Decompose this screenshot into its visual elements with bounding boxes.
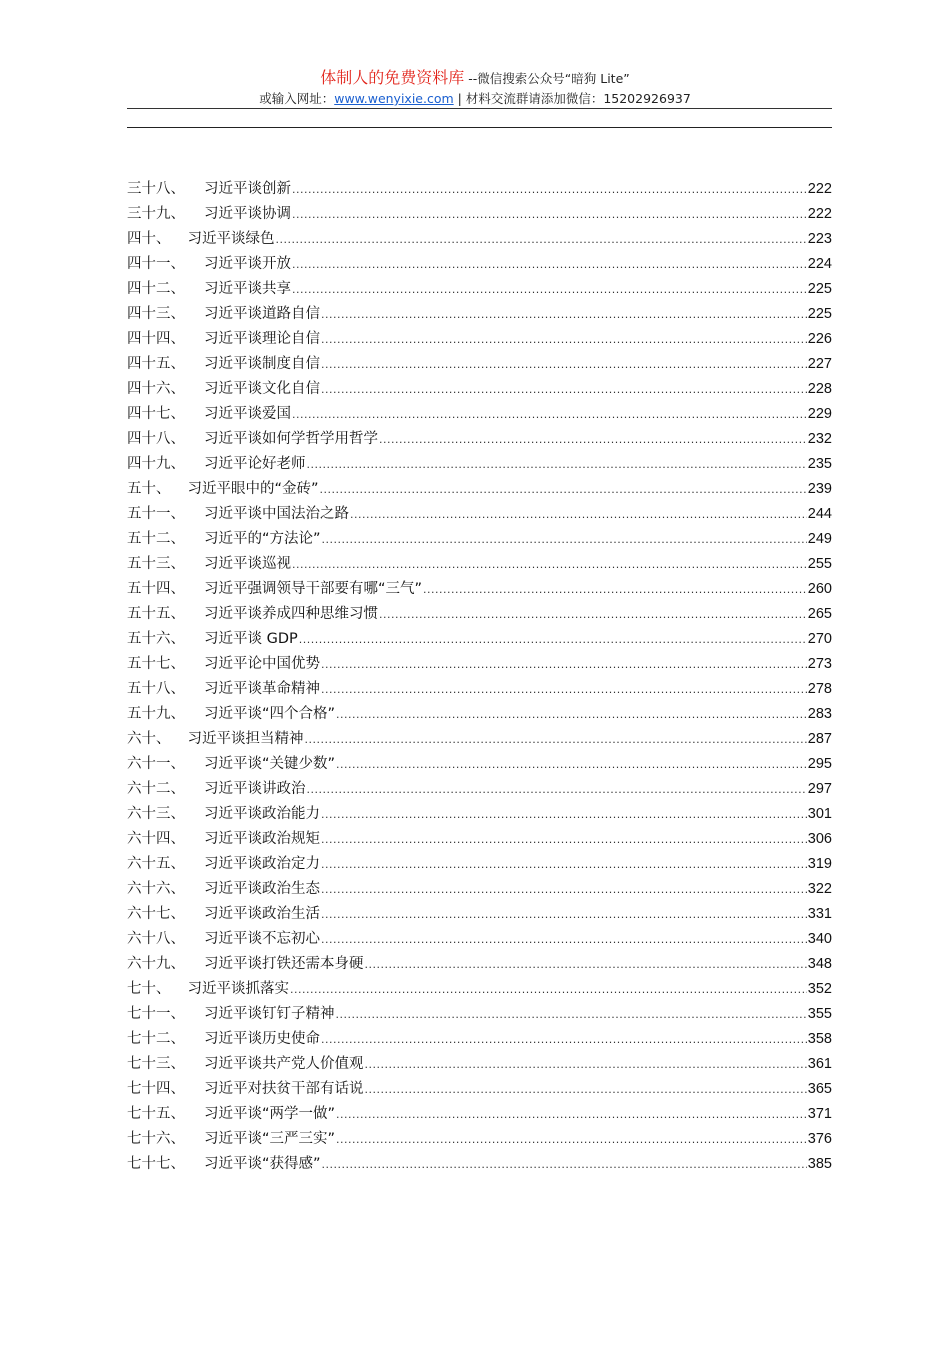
toc-entry-number: 五十四、	[127, 581, 185, 597]
toc-entry-number: 六十二、	[127, 781, 185, 797]
toc-entry-page: 283	[807, 706, 832, 722]
toc-entry-title: 习近平的“方法论”	[204, 531, 321, 547]
toc-entry-title: 习近平论中国优势	[204, 656, 320, 672]
toc-dot-leader	[321, 802, 807, 827]
toc-dot-leader	[336, 702, 807, 727]
toc-entry-number: 三十八、	[127, 181, 185, 197]
toc-entry-title: 习近平强调领导干部要有哪“三气”	[204, 581, 423, 597]
toc-entry-title: 习近平论好老师	[204, 456, 306, 472]
toc-entry-title: 习近平谈中国法治之路	[204, 506, 349, 522]
toc-entry-page: 225	[807, 281, 832, 297]
toc-entry[interactable]	[127, 327, 832, 352]
toc-entry-page: 273	[807, 656, 832, 672]
toc-entry[interactable]	[127, 602, 832, 627]
toc-dot-leader	[321, 302, 807, 327]
header-tagline: --微信搜索公众号“暗狗 Lite”	[464, 71, 630, 86]
toc-entry[interactable]	[127, 977, 832, 1002]
toc-entry-number: 五十九、	[127, 706, 185, 722]
toc-entry-page: 232	[807, 431, 832, 447]
toc-entry-number: 四十三、	[127, 306, 185, 322]
toc-dot-leader	[292, 202, 807, 227]
toc-entry[interactable]	[127, 227, 832, 252]
toc-dot-leader	[423, 577, 807, 602]
toc-entry-page: 361	[807, 1056, 832, 1072]
toc-entry-title: 习近平谈共享	[204, 281, 291, 297]
toc-entry-number: 七十一、	[127, 1006, 185, 1022]
toc-entry-page: 297	[807, 781, 832, 797]
toc-entry[interactable]	[127, 777, 832, 802]
toc-dot-leader	[321, 327, 807, 352]
toc-entry-page: 355	[807, 1006, 832, 1022]
toc-entry[interactable]	[127, 552, 832, 577]
toc-entry-number: 四十七、	[127, 406, 185, 422]
toc-dot-leader	[321, 827, 807, 852]
toc-entry[interactable]	[127, 1127, 832, 1152]
toc-entry-number: 五十二、	[127, 531, 185, 547]
toc-entry[interactable]	[127, 652, 832, 677]
toc-dot-leader	[379, 602, 807, 627]
toc-dot-leader	[321, 877, 807, 902]
toc-entry-title: 习近平谈制度自信	[204, 356, 320, 372]
toc-entry-number: 六十、	[127, 731, 171, 747]
toc-entry[interactable]	[127, 277, 832, 302]
toc-dot-leader	[321, 852, 807, 877]
toc-entry-title: 习近平谈政治能力	[204, 806, 320, 822]
toc-entry-page: 225	[807, 306, 832, 322]
toc-entry[interactable]	[127, 702, 832, 727]
toc-dot-leader	[276, 227, 807, 252]
toc-entry-number: 七十七、	[127, 1156, 185, 1172]
toc-entry-number: 五十八、	[127, 681, 185, 697]
toc-entry-number: 六十七、	[127, 906, 185, 922]
toc-entry-title: 习近平谈钉钉子精神	[204, 1006, 335, 1022]
toc-entry-number: 六十四、	[127, 831, 185, 847]
toc-entry[interactable]	[127, 1002, 832, 1027]
toc-entry-page: 340	[807, 931, 832, 947]
header-rule	[127, 108, 832, 109]
toc-dot-leader	[321, 927, 807, 952]
toc-dot-leader	[336, 1102, 807, 1127]
toc-dot-leader	[336, 1002, 807, 1027]
toc-entry[interactable]	[127, 477, 832, 502]
toc-dot-leader	[336, 752, 807, 777]
toc-entry-number: 五十七、	[127, 656, 185, 672]
toc-entry-page: 228	[807, 381, 832, 397]
toc-entry-title: 习近平谈讲政治	[204, 781, 306, 797]
toc-entry[interactable]	[127, 877, 832, 902]
toc-entry-title: 习近平谈“三严三实”	[204, 1131, 336, 1147]
toc-entry-number: 七十三、	[127, 1056, 185, 1072]
brand-title: 体制人的免费资料库	[320, 68, 465, 87]
toc-entry[interactable]	[127, 527, 832, 552]
toc-entry[interactable]	[127, 952, 832, 977]
toc-entry-number: 六十八、	[127, 931, 185, 947]
toc-entry-title: 习近平谈“获得感”	[204, 1156, 321, 1172]
page-header	[0, 68, 950, 108]
toc-entry-number: 六十一、	[127, 756, 185, 772]
toc-entry[interactable]	[127, 377, 832, 402]
toc-dot-leader	[350, 502, 807, 527]
toc-entry-number: 四十九、	[127, 456, 185, 472]
toc-dot-leader	[305, 727, 807, 752]
toc-entry[interactable]	[127, 852, 832, 877]
toc-entry-title: 习近平谈“四个合格”	[204, 706, 336, 722]
toc-entry-title: 习近平谈“两学一做”	[204, 1106, 336, 1122]
toc-entry[interactable]	[127, 1152, 832, 1177]
toc-entry-title: 习近平谈革命精神	[204, 681, 320, 697]
toc-entry-number: 四十八、	[127, 431, 185, 447]
toc-entry[interactable]	[127, 1027, 832, 1052]
toc-entry-title: 习近平眼中的“金砖”	[187, 481, 319, 497]
toc-entry[interactable]	[127, 252, 832, 277]
toc-entry[interactable]	[127, 902, 832, 927]
toc-entry-title: 习近平对扶贫干部有话说	[204, 1081, 364, 1097]
toc-entry-title: 习近平谈道路自信	[204, 306, 320, 322]
toc-entry-page: 295	[807, 756, 832, 772]
toc-entry-page: 227	[807, 356, 832, 372]
toc-entry-title: 习近平谈抓落实	[187, 981, 289, 997]
toc-entry-number: 四十五、	[127, 356, 185, 372]
toc-entry-page: 385	[807, 1156, 832, 1172]
toc-entry-number: 六十三、	[127, 806, 185, 822]
toc-entry[interactable]	[127, 927, 832, 952]
toc-dot-leader	[336, 1127, 807, 1152]
toc-dot-leader	[292, 277, 807, 302]
toc-entry-title: 习近平谈担当精神	[187, 731, 304, 747]
toc-entry[interactable]	[127, 727, 832, 752]
toc-entry-number: 五十三、	[127, 556, 185, 572]
toc-entry-number: 四十四、	[127, 331, 185, 347]
toc-entry-page: 255	[807, 556, 832, 572]
header-line-1	[0, 68, 950, 89]
toc-entry-page: 224	[807, 256, 832, 272]
toc-entry-number: 四十、	[127, 231, 171, 247]
toc-entry-page: 265	[807, 606, 832, 622]
toc-dot-leader	[292, 552, 807, 577]
toc-dot-leader	[379, 427, 807, 452]
toc-entry-title: 习近平谈政治规矩	[204, 831, 320, 847]
toc-entry-title: 习近平谈不忘初心	[204, 931, 320, 947]
toc-entry-page: 348	[807, 956, 832, 972]
toc-entry-number: 七十六、	[127, 1131, 185, 1147]
toc-dot-leader	[365, 952, 807, 977]
toc-entry-page: 235	[807, 456, 832, 472]
toc-entry-page: 239	[807, 481, 832, 497]
toc-dot-leader	[321, 352, 807, 377]
toc-entry-page: 222	[807, 181, 832, 197]
contact-text: | 材料交流群请添加微信：15202926937	[453, 91, 691, 106]
table-of-contents	[127, 177, 832, 1177]
toc-entry-title: 习近平谈共产党人价值观	[204, 1056, 364, 1072]
toc-entry[interactable]	[127, 1052, 832, 1077]
website-link[interactable]: www.wenyixie.com	[334, 91, 454, 106]
toc-entry-page: 306	[807, 831, 832, 847]
toc-entry-number: 五十、	[127, 481, 171, 497]
toc-entry-number: 三十九、	[127, 206, 185, 222]
toc-dot-leader	[321, 377, 807, 402]
header-line-2	[0, 90, 950, 108]
toc-entry-page: 226	[807, 331, 832, 347]
toc-entry-number: 四十六、	[127, 381, 185, 397]
toc-entry-title: 习近平谈政治生态	[204, 881, 320, 897]
toc-entry-number: 六十五、	[127, 856, 185, 872]
toc-entry-number: 五十一、	[127, 506, 185, 522]
toc-entry-title: 习近平谈政治定力	[204, 856, 320, 872]
toc-entry-title: 习近平谈爱国	[204, 406, 291, 422]
url-prefix: 或输入网址：	[259, 91, 335, 106]
toc-entry-page: 260	[807, 581, 832, 597]
toc-dot-leader	[290, 977, 807, 1002]
toc-entry-title: 习近平谈如何学哲学用哲学	[204, 431, 378, 447]
toc-entry-page: 371	[807, 1106, 832, 1122]
toc-entry-title: 习近平谈巡视	[204, 556, 291, 572]
toc-entry-title: 习近平谈“关键少数”	[204, 756, 336, 772]
toc-entry-title: 习近平谈协调	[204, 206, 291, 222]
toc-entry[interactable]	[127, 752, 832, 777]
toc-entry-number: 六十六、	[127, 881, 185, 897]
toc-entry-title: 习近平谈创新	[204, 181, 291, 197]
toc-entry-page: 301	[807, 806, 832, 822]
toc-entry-title: 习近平谈文化自信	[204, 381, 320, 397]
toc-entry-number: 七十五、	[127, 1106, 185, 1122]
toc-entry-page: 287	[807, 731, 832, 747]
toc-entry-page: 331	[807, 906, 832, 922]
toc-entry-title: 习近平谈政治生活	[204, 906, 320, 922]
toc-entry[interactable]	[127, 352, 832, 377]
toc-dot-leader	[321, 902, 807, 927]
toc-entry[interactable]	[127, 502, 832, 527]
toc-entry[interactable]	[127, 1077, 832, 1102]
toc-entry-number: 七十四、	[127, 1081, 185, 1097]
toc-entry[interactable]	[127, 302, 832, 327]
toc-entry-title: 习近平谈历史使命	[204, 1031, 320, 1047]
toc-entry[interactable]	[127, 1102, 832, 1127]
toc-entry-page: 358	[807, 1031, 832, 1047]
toc-dot-leader	[292, 177, 807, 202]
toc-entry-page: 249	[807, 531, 832, 547]
toc-dot-leader	[321, 677, 807, 702]
toc-entry[interactable]	[127, 402, 832, 427]
toc-dot-leader	[321, 1027, 807, 1052]
toc-dot-leader	[292, 252, 807, 277]
toc-dot-leader	[299, 627, 807, 652]
toc-dot-leader	[322, 1152, 807, 1177]
toc-entry[interactable]	[127, 802, 832, 827]
toc-entry-title: 习近平谈绿色	[187, 231, 275, 247]
toc-entry-number: 四十一、	[127, 256, 185, 272]
toc-entry-title: 习近平谈打铁还需本身硬	[204, 956, 364, 972]
toc-entry[interactable]	[127, 677, 832, 702]
toc-entry-page: 322	[807, 881, 832, 897]
toc-entry-title: 习近平谈 GDP	[204, 631, 298, 647]
toc-entry-title: 习近平谈养成四种思维习惯	[204, 606, 378, 622]
toc-entry-number: 七十、	[127, 981, 171, 997]
toc-dot-leader	[307, 452, 807, 477]
toc-dot-leader	[307, 777, 807, 802]
toc-entry[interactable]	[127, 177, 832, 202]
toc-entry[interactable]	[127, 577, 832, 602]
toc-dot-leader	[365, 1077, 807, 1102]
toc-entry-number: 七十二、	[127, 1031, 185, 1047]
toc-entry-number: 五十五、	[127, 606, 185, 622]
toc-dot-leader	[365, 1052, 807, 1077]
toc-entry-title: 习近平谈开放	[204, 256, 291, 272]
toc-entry-page: 223	[807, 231, 832, 247]
toc-entry-page: 270	[807, 631, 832, 647]
toc-entry-page: 352	[807, 981, 832, 997]
toc-entry[interactable]	[127, 427, 832, 452]
toc-entry[interactable]	[127, 827, 832, 852]
header-rule-bold	[127, 127, 832, 128]
toc-entry-number: 四十二、	[127, 281, 185, 297]
toc-entry-page: 222	[807, 206, 832, 222]
toc-entry-page: 229	[807, 406, 832, 422]
toc-entry-title: 习近平谈理论自信	[204, 331, 320, 347]
toc-dot-leader	[322, 527, 807, 552]
toc-entry-page: 278	[807, 681, 832, 697]
toc-entry-number: 六十九、	[127, 956, 185, 972]
toc-entry-page: 244	[807, 506, 832, 522]
toc-entry[interactable]	[127, 202, 832, 227]
toc-dot-leader	[321, 652, 807, 677]
toc-entry-number: 五十六、	[127, 631, 185, 647]
toc-entry-page: 376	[807, 1131, 832, 1147]
toc-entry-page: 319	[807, 856, 832, 872]
toc-entry[interactable]	[127, 452, 832, 477]
toc-dot-leader	[320, 477, 807, 502]
toc-entry-page: 365	[807, 1081, 832, 1097]
toc-entry[interactable]	[127, 627, 832, 652]
toc-dot-leader	[292, 402, 807, 427]
